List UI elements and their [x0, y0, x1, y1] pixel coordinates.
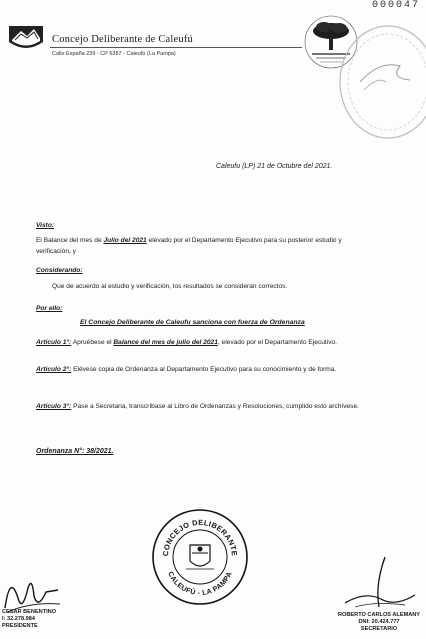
- date-line: Caleufu (LP) 21 de Octubre del 2021.: [216, 163, 333, 170]
- article-label: Artículo 1°:: [36, 339, 72, 346]
- article-text: Elévese copia de Ordenanza al Departamento Ejecutivo para su conocimiento y de forma.: [73, 366, 337, 373]
- signatory-right-role: SECRETARIO: [360, 626, 398, 632]
- stamp-top-text: CONCEJO DELIBERANTE: [160, 517, 240, 557]
- signatory-left-dni: I: 32.278.984: [2, 616, 35, 622]
- org-name: Concejo Deliberante de Caleufú: [52, 34, 193, 45]
- signatory-right: [338, 612, 420, 633]
- folio-number: 000047: [371, 0, 420, 11]
- article-emphasis: Balance del mes de julio del 2021: [113, 339, 218, 346]
- signature-right: [335, 555, 423, 615]
- header-rule: [50, 47, 302, 48]
- considerando-text: Que de acuerdo al estudio y verificación, los resultados se consideran correctos.: [52, 283, 288, 290]
- article-text-post: , elevado por el Departamento Ejecutivo.: [217, 339, 337, 346]
- article-3: [36, 401, 366, 412]
- council-logo-icon: [7, 22, 45, 56]
- visto-text: [36, 235, 366, 257]
- article-text: Pase a Secretaria, transcríbase al Libro de Ordenanzas y Resoluciones, cumplido esto archívese.: [73, 403, 359, 410]
- signatory-left-role: PRESIDENTE: [2, 623, 38, 629]
- ordinance-number: Ordenanza N°: 38/2021.: [36, 448, 114, 455]
- article-label: Artículo 3°:: [36, 403, 72, 410]
- council-seal-stamp: [150, 507, 250, 607]
- visto-text-post: elevado por el Departamento Ejecutivo para su posterior estudio y verificación, y: [36, 237, 342, 255]
- signatory-left-name: CESAR BENENTINO: [2, 609, 57, 615]
- signatory-left: [2, 609, 56, 630]
- visto-heading: Visto:: [36, 222, 55, 229]
- stamp-bottom-text: CALEUFÚ - LA PAMPA: [166, 570, 234, 598]
- signatory-right-dni: DNI: 20.424.777: [358, 619, 400, 625]
- round-seal-stamp: [330, 20, 426, 150]
- signatory-right-name: ROBERTO CARLOS ALEMANY: [338, 612, 421, 618]
- visto-text-pre: El Balance del mes de: [36, 237, 102, 244]
- por-ello-heading: Por ello:: [36, 305, 63, 312]
- article-2: [36, 364, 366, 375]
- article-1: [36, 337, 366, 348]
- article-text: Apruébese el: [72, 339, 112, 346]
- org-address: Calle España 239 - CP 6387 - Caleufú (La Pampa): [52, 51, 176, 57]
- sanction-line: El Concejo Deliberante de Caleufu sanciona con fuerza de Ordenanza: [80, 319, 305, 326]
- considerando-heading: Considerando:: [36, 267, 83, 274]
- article-label: Artículo 2°:: [36, 366, 72, 373]
- visto-emphasis: Julio del 2021: [103, 237, 147, 244]
